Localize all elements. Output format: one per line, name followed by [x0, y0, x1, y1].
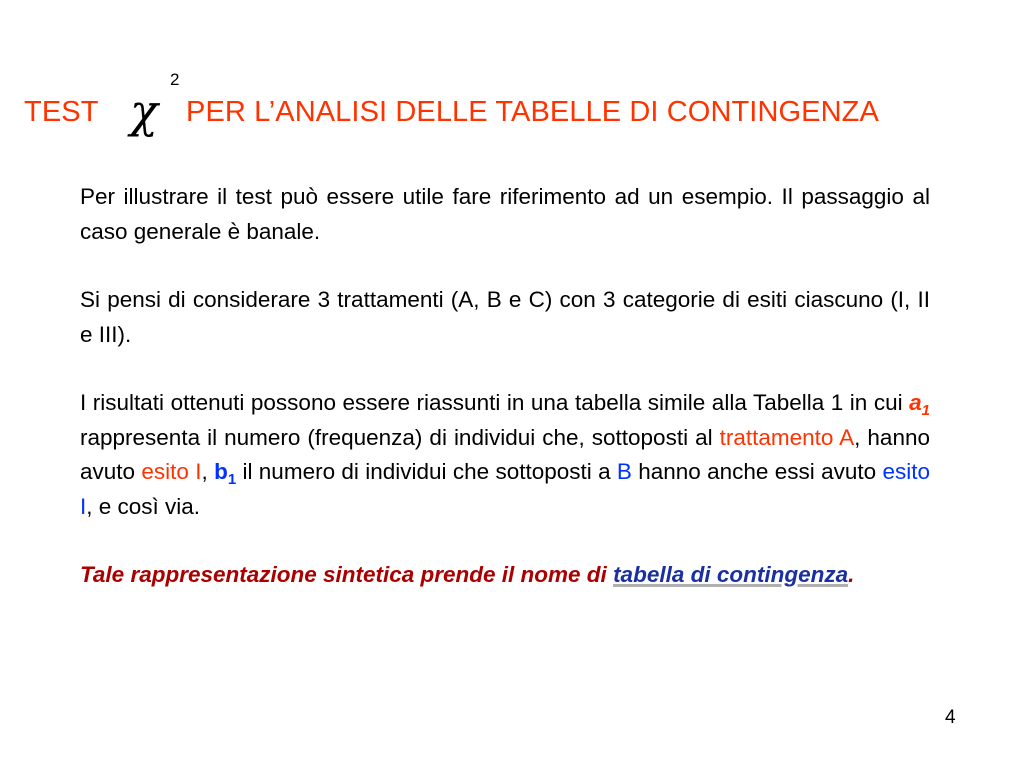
- results-text-5: il numero di individui che sottoposti a: [236, 459, 617, 484]
- paragraph-results: [80, 386, 930, 524]
- results-text-6: hanno anche essi avuto: [631, 459, 883, 484]
- paragraph-conclusion: [80, 558, 930, 593]
- results-text-1: I risultati ottenuti possono essere riassunti in una tabella simile alla Tabella 1 in cui: [80, 390, 910, 415]
- variable-a: $a_1$: [909, 390, 930, 419]
- page-number: 4: [945, 707, 956, 728]
- variable-b: $b_1$: [214, 459, 237, 488]
- results-text-4: ,: [201, 459, 215, 484]
- conclusion-text: Tale rappresentazione sintetica prende il nome di: [80, 562, 614, 587]
- treatment-a-label: trattamento A: [719, 424, 855, 450]
- outcome-i-label-2: esito I: [80, 459, 930, 519]
- slide-body: [80, 180, 930, 593]
- results-text-3: , hanno avuto: [80, 424, 930, 484]
- results-text-7: , e così via.: [86, 493, 201, 519]
- treatment-b-label: B: [616, 459, 632, 484]
- paragraph-intro: Per illustrare il test può essere utile fare riferimento ad un esempio. Il passaggio al caso generale è banale.: [80, 184, 930, 244]
- variable-a-subscript: 1: [921, 402, 930, 419]
- results-text-2: rappresenta il numero (frequenza) di individui che, sottoposti al: [80, 424, 720, 450]
- chi-square-symbol: χ: [130, 84, 158, 138]
- title-text: PER L’ANALISI DELLE TABELLE DI CONTINGENZA: [186, 96, 879, 128]
- title-prefix: TEST: [24, 96, 99, 128]
- conclusion-period: .: [848, 562, 855, 587]
- paragraph-treatments: Si pensi di considerare 3 trattamenti (A, B e C) con 3 categorie di esiti ciascuno (I, II e III).: [80, 287, 930, 347]
- variable-b-subscript: 1: [227, 471, 237, 488]
- chi-square-exponent: 2: [170, 70, 180, 89]
- contingency-table-term: tabella di contingenza: [613, 562, 849, 587]
- outcome-i-label-1: esito I: [141, 459, 202, 484]
